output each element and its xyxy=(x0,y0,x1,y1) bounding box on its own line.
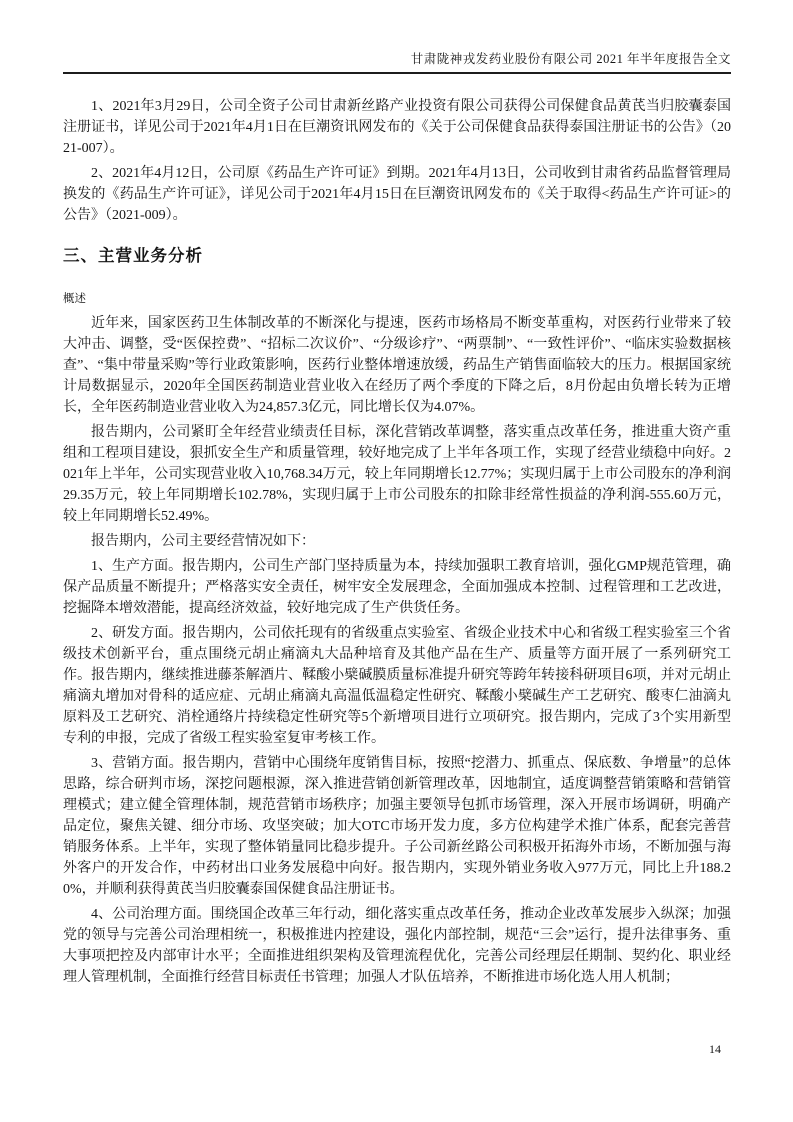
intro-paragraph-2: 2、2021年4月12日，公司原《药品生产许可证》到期。2021年4月13日，公司收到甘肃省药品监督管理局换发的《药品生产许可证》，详见公司于2021年4月15日在巨潮资讯网发布的《关于取得<药品生产许可证>的公告》（2021-009）。 xyxy=(63,166,731,223)
governance-paragraph: 4、公司治理方面。围绕国企改革三年行动，细化落实重点改革任务，推动企业改革发展步入纵深；加强党的领导与完善公司治理相统一，积极推进内控建设，强化内部控制，规范“三会”运行，提升法律事务、重大事项把控及内部审计水平；全面推进组织架构及管理流程优化，完善公司经理层任期制、契约化、职业经理人管理机制，全面推行经营目标责任书管理；加强人才队伍培养，不断推进市场化选人用人机制； xyxy=(63,907,731,985)
operations-intro-paragraph: 报告期内，公司主要经营情况如下： xyxy=(91,534,315,549)
report-body xyxy=(63,96,731,988)
section-heading-main-business-analysis: 三、主营业务分析 xyxy=(63,246,203,265)
page-header xyxy=(63,52,731,74)
report-header-title: 甘肃陇神戎发药业股份有限公司 2021 年半年度报告全文 xyxy=(410,52,731,66)
intro-paragraph-1: 1、2021年3月29日，公司全资子公司甘肃新丝路产业投资有限公司获得公司保健食品黄芪当归胶囊泰国注册证书，详见公司于2021年4月1日在巨潮资讯网发布的《关于公司保健食品获得泰国注册证书的公告》（2021-007）。 xyxy=(63,99,731,156)
industry-overview-paragraph: 近年来，国家医药卫生体制改革的不断深化与提速，医药市场格局不断变革重构，对医药行业带来了较大冲击、调整，受“医保控费”、“招标二次议价”、“分级诊疗”、“两票制”、“一致性评价”、“临床实验数据核查”、“集中带量采购”等行业政策影响，医药行业整体增速放缓，药品生产销售面临较大的压力。根据国家统计局数据显示，2020年全国医药制造业营业收入在经历了两个季度的下降之后，8月份起由负增长转为正增长，全年医药制造业营业收入为24,857.3亿元，同比增长仅为4.07%。 xyxy=(63,316,731,415)
marketing-paragraph: 3、营销方面。报告期内，营销中心围绕年度销售目标，按照“挖潜力、抓重点、保底数、争增量”的总体思路，综合研判市场，深挖问题根源，深入推进营销创新管理改革，因地制宜，适度调整营销策略和营销管理模式；建立健全管理体制，规范营销市场秩序；加强主要领导包抓市场管理，深入开展市场调研，明确产品定位，聚焦关键、细分市场、攻坚突破；加大OTC市场开发力度，多方位构建学术推广体系，配套完善营销服务体系。上半年，实现了整体销量同比稳步提升。子公司新丝路公司积极开拓海外市场，不断加强与海外客户的开发合作，中药材出口业务发展稳中向好。报告期内，实现外销业务收入977万元，同比上升188.20%，并顺利获得黄芪当归胶囊泰国保健食品注册证书。 xyxy=(63,756,731,897)
page-content xyxy=(63,52,731,988)
page-number: 14 xyxy=(709,1042,721,1056)
research-development-paragraph: 2、研发方面。报告期内，公司依托现有的省级重点实验室、省级企业技术中心和省级工程实验室三个省级技术创新平台，重点围绕元胡止痛滴丸大品种培育及其他产品在生产、质量等方面开展了一系列研究工作。报告期内，继续推进藤茶解酒片、鞣酸小檗碱膜质量标准提升研究等跨年转接科研项目6项，并对元胡止痛滴丸增加对骨科的适应症、元胡止痛滴丸高温低温稳定性研究、鞣酸小檗碱生产工艺研究、酸枣仁油滴丸原料及工艺研究、消栓通络片持续稳定性研究等5个新增项目进行立项研究。报告期内，完成了3个实用新型专利的申报，完成了省级工程实验室复审考核工作。 xyxy=(63,626,731,746)
financial-results-paragraph: 报告期内，公司紧盯全年经营业绩责任目标，深化营销改革调整，落实重点改革任务，推进重大资产重组和工程项目建设，狠抓安全生产和质量管理，较好地完成了上半年各项工作，实现了经营业绩稳中向好。2021年上半年，公司实现营业收入10,768.34万元，较上年同期增长12.77%；实现归属于上市公司股东的净利润29.35万元，较上年同期增长102.78%，实现归属于上市公司股东的扣除非经常性损益的净利润-555.60万元，较上年同期增长52.49%。 xyxy=(63,425,731,524)
header-divider xyxy=(63,72,731,74)
overview-label: 概述 xyxy=(63,293,86,305)
production-paragraph: 1、生产方面。报告期内，公司生产部门坚持质量为本，持续加强职工教育培训，强化GMP规范管理，确保产品质量不断提升；严格落实安全责任，树牢安全发展理念，全面加强成本控制、过程管理和工艺改进，挖掘降本增效潜能，提高经济效益，较好地完成了生产供货任务。 xyxy=(63,559,731,616)
